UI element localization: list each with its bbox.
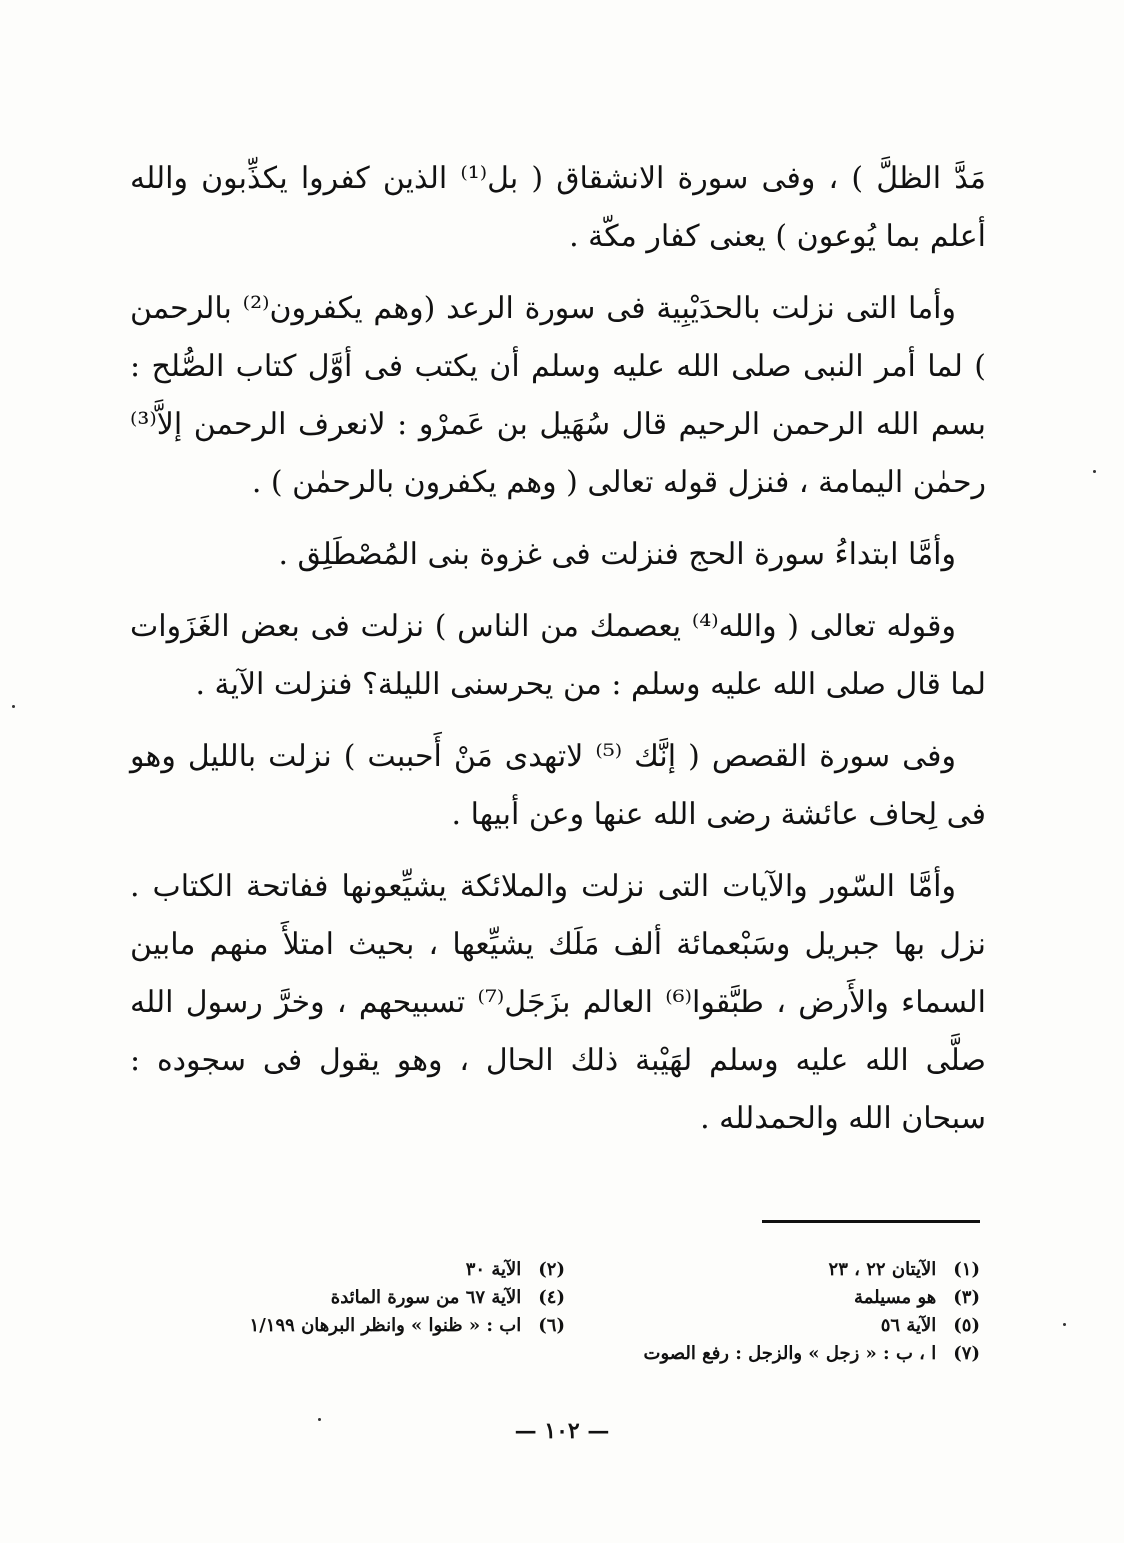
footnote-number: (٢) bbox=[538, 1259, 565, 1280]
footnote-2 bbox=[150, 1256, 565, 1284]
page-number: — ١٠٢ — bbox=[514, 1418, 610, 1444]
footnote-row bbox=[150, 1312, 980, 1340]
footnote-3 bbox=[565, 1284, 980, 1312]
footnote-text: الآية ٥٦ bbox=[880, 1315, 937, 1336]
footnote-text: هو مسيلمة bbox=[854, 1287, 937, 1308]
main-text bbox=[130, 150, 986, 1162]
paragraph-5: وفى سورة القصص ( إنَّك ⁽⁵⁾ لاتهدى مَنْ أَحببت ) نزلت بالليل وهو فى لِحاف عائشة رضى الله عنها وعن أبيها . bbox=[130, 739, 986, 832]
footnote-number: (٥) bbox=[953, 1315, 980, 1336]
paragraph-1: مَدَّ الظلَّ ) ، وفى سورة الانشقاق ( بل⁽¹⁾ الذين كفروا يكذِّبون والله أعلم بما يُوعون ) يعنى كفار مكّة . bbox=[130, 161, 987, 254]
footnote-4 bbox=[150, 1284, 565, 1312]
footnote-number: (٦) bbox=[538, 1315, 565, 1336]
footnote-text: الآية ٣٠ bbox=[465, 1259, 522, 1280]
paragraph-6: وأمَّا السّور والآيات التى نزلت والملائكة يشيِّعونها ففاتحة الكتاب . نزل بها جبريل وسَبْعمائة ألف مَلَك يشيِّعها ، بحيث امتلأَ منهم مابين السماء والأَرض ، طبَّقوا⁽⁶⁾ العالم بزَجَل⁽⁷⁾ تسبيحهم ، وخرَّ رسول الله صلَّى الله عليه وسلم لهَيْبة ذلك الحال ، وهو يقول فى سجوده : سبحان الله والحمدلله . bbox=[130, 869, 986, 1136]
footnote-1 bbox=[565, 1256, 980, 1284]
scan-speck bbox=[1093, 470, 1096, 473]
footnote-text: الآيتان ٢٢ ، ٢٣ bbox=[828, 1259, 937, 1280]
footnote-number: (٧) bbox=[953, 1343, 980, 1364]
footnote-number: (٤) bbox=[538, 1287, 565, 1308]
footnote-text: الآية ٦٧ من سورة المائدة bbox=[330, 1287, 522, 1308]
footnote-number: (١) bbox=[953, 1259, 980, 1280]
scan-speck bbox=[1063, 1323, 1066, 1326]
footnote-separator bbox=[762, 1220, 980, 1223]
paragraph-4: وقوله تعالى ( والله⁽⁴⁾ يعصمك من الناس ) نزلت فى بعض الغَزَوات لما قال صلى الله عليه وسلم : من يحرسنى الليلة؟ فنزلت الآية . bbox=[130, 609, 986, 702]
footnote-7 bbox=[565, 1340, 980, 1368]
footnote-row bbox=[150, 1284, 980, 1312]
footnote-6 bbox=[150, 1312, 565, 1340]
scan-speck bbox=[12, 705, 15, 708]
footnote-number: (٣) bbox=[953, 1287, 980, 1308]
footnote-row bbox=[150, 1340, 980, 1368]
footnotes bbox=[150, 1256, 980, 1368]
paragraph-2: وأما التى نزلت بالحدَيْبِية فى سورة الرعد (وهم يكفرون⁽²⁾ بالرحمن ) لما أمر النبى صلى الله عليه وسلم أن يكتب فى أوَّل كتاب الصُّلح : بسم الله الرحمن الرحيم قال سُهَيل بن عَمرْو : لانعرف الرحمن إلاَّ⁽³⁾ رحمٰن اليمامة ، فنزل قوله تعالى ( وهم يكفرون بالرحمٰن ) . bbox=[130, 291, 986, 500]
footnote-row bbox=[150, 1256, 980, 1284]
paragraph-3: وأمَّا ابتداءُ سورة الحج فنزلت فى غزوة بنى المُصْطَلِق . bbox=[278, 537, 956, 572]
footnote-5 bbox=[565, 1312, 980, 1340]
scan-speck bbox=[318, 1418, 321, 1421]
footnote-text: ا ، ب : « زجل » والزجل : رفع الصوت bbox=[643, 1343, 937, 1364]
footnote-text: اب : « ظنوا » وانظر البرهان ١/١٩٩ bbox=[249, 1315, 522, 1336]
